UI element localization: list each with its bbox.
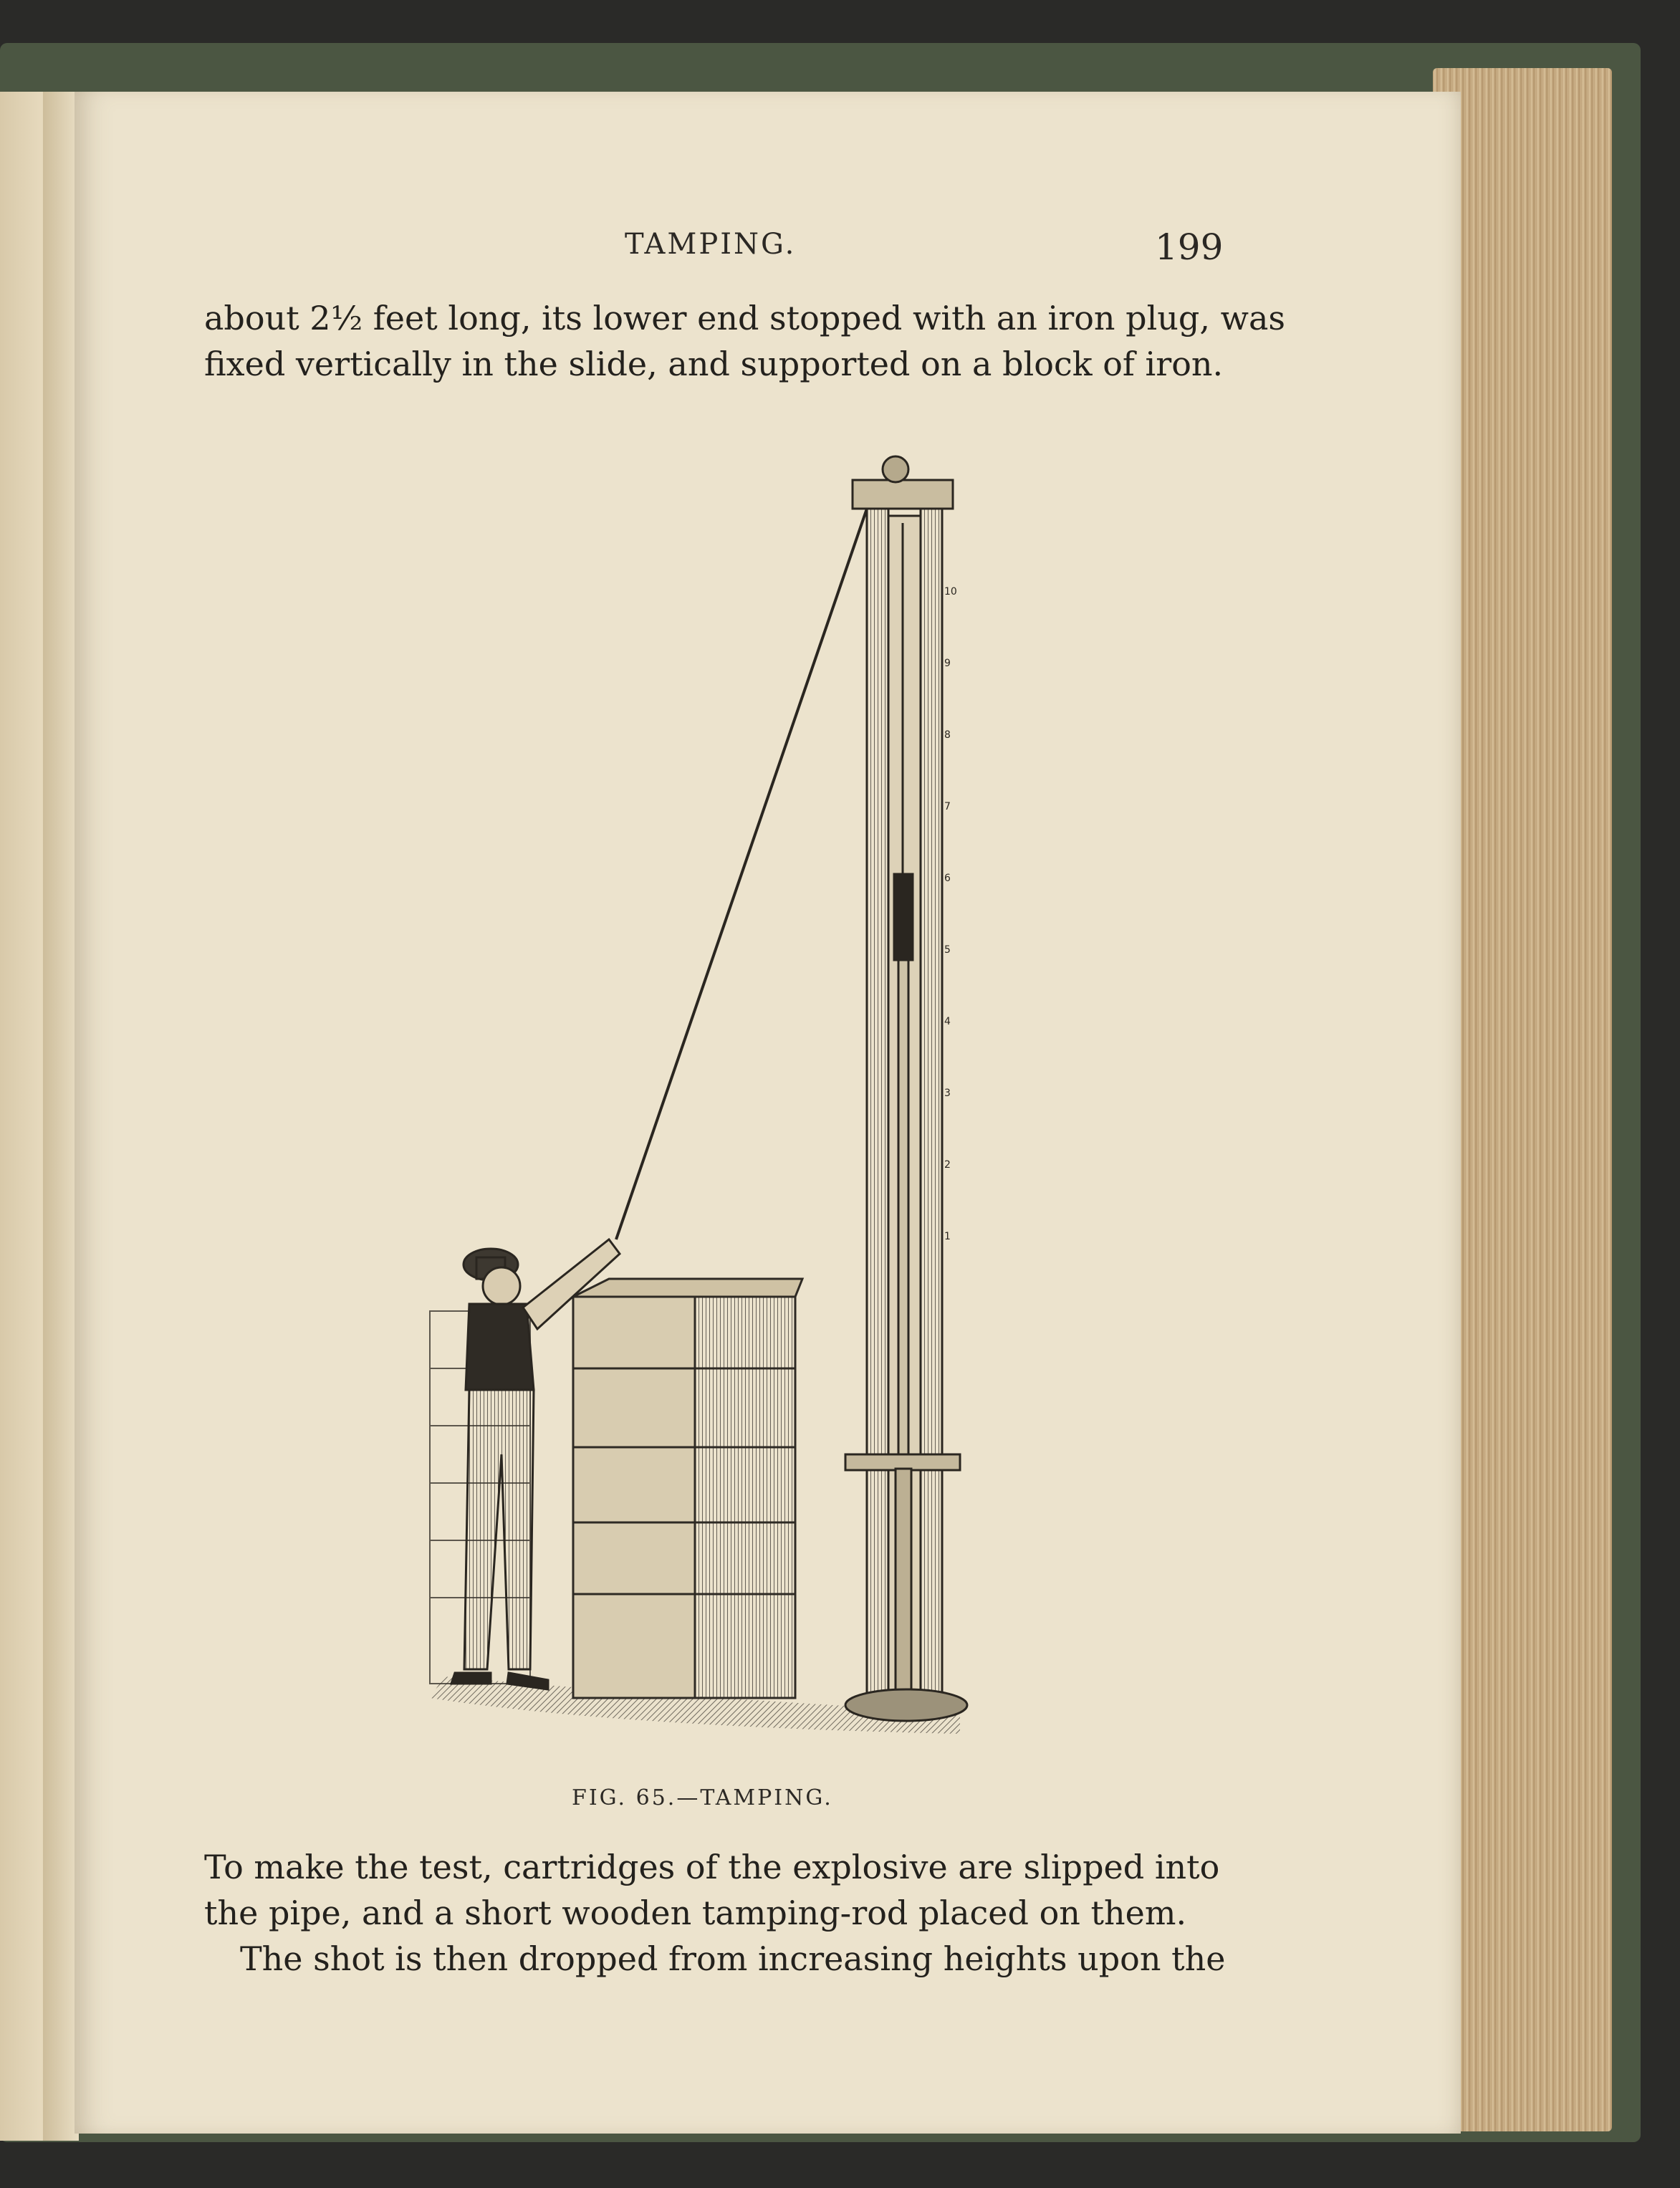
page-number: 199 <box>1155 226 1224 268</box>
height-scale <box>944 586 957 1242</box>
scale-mark: 9 <box>944 658 951 669</box>
text-line: The shot is then dropped from increasing heights upon the <box>240 1939 1226 1978</box>
stone-block-pillar <box>573 1279 802 1698</box>
text-line: the pipe, and a short wooden tamping-rod placed on them. <box>204 1894 1187 1932</box>
rope <box>616 509 867 1239</box>
scale-mark: 4 <box>944 1016 951 1027</box>
running-head: TAMPING. <box>625 228 797 261</box>
text-line: about 2½ feet long, its lower end stopped with an iron plug, was <box>204 299 1286 337</box>
scale-mark: 1 <box>944 1231 951 1242</box>
scale-mark: 5 <box>944 944 951 956</box>
text-line: To make the test, cartridges of the explosive are slipped into <box>204 1848 1220 1886</box>
left-page-edge <box>43 92 79 2141</box>
scale-mark: 6 <box>944 873 951 884</box>
scale-mark: 7 <box>944 801 951 812</box>
scale-mark: 2 <box>944 1159 951 1171</box>
figure-illustration <box>401 416 974 1762</box>
scale-mark: 8 <box>944 729 951 741</box>
figure-caption: FIG. 65.—TAMPING. <box>572 1785 833 1810</box>
text-line: fixed vertically in the slide, and supported on a block of iron. <box>204 345 1224 383</box>
scale-mark: 10 <box>944 586 957 598</box>
scale-mark: 3 <box>944 1088 951 1099</box>
tamping-apparatus-drawing <box>401 416 974 1762</box>
